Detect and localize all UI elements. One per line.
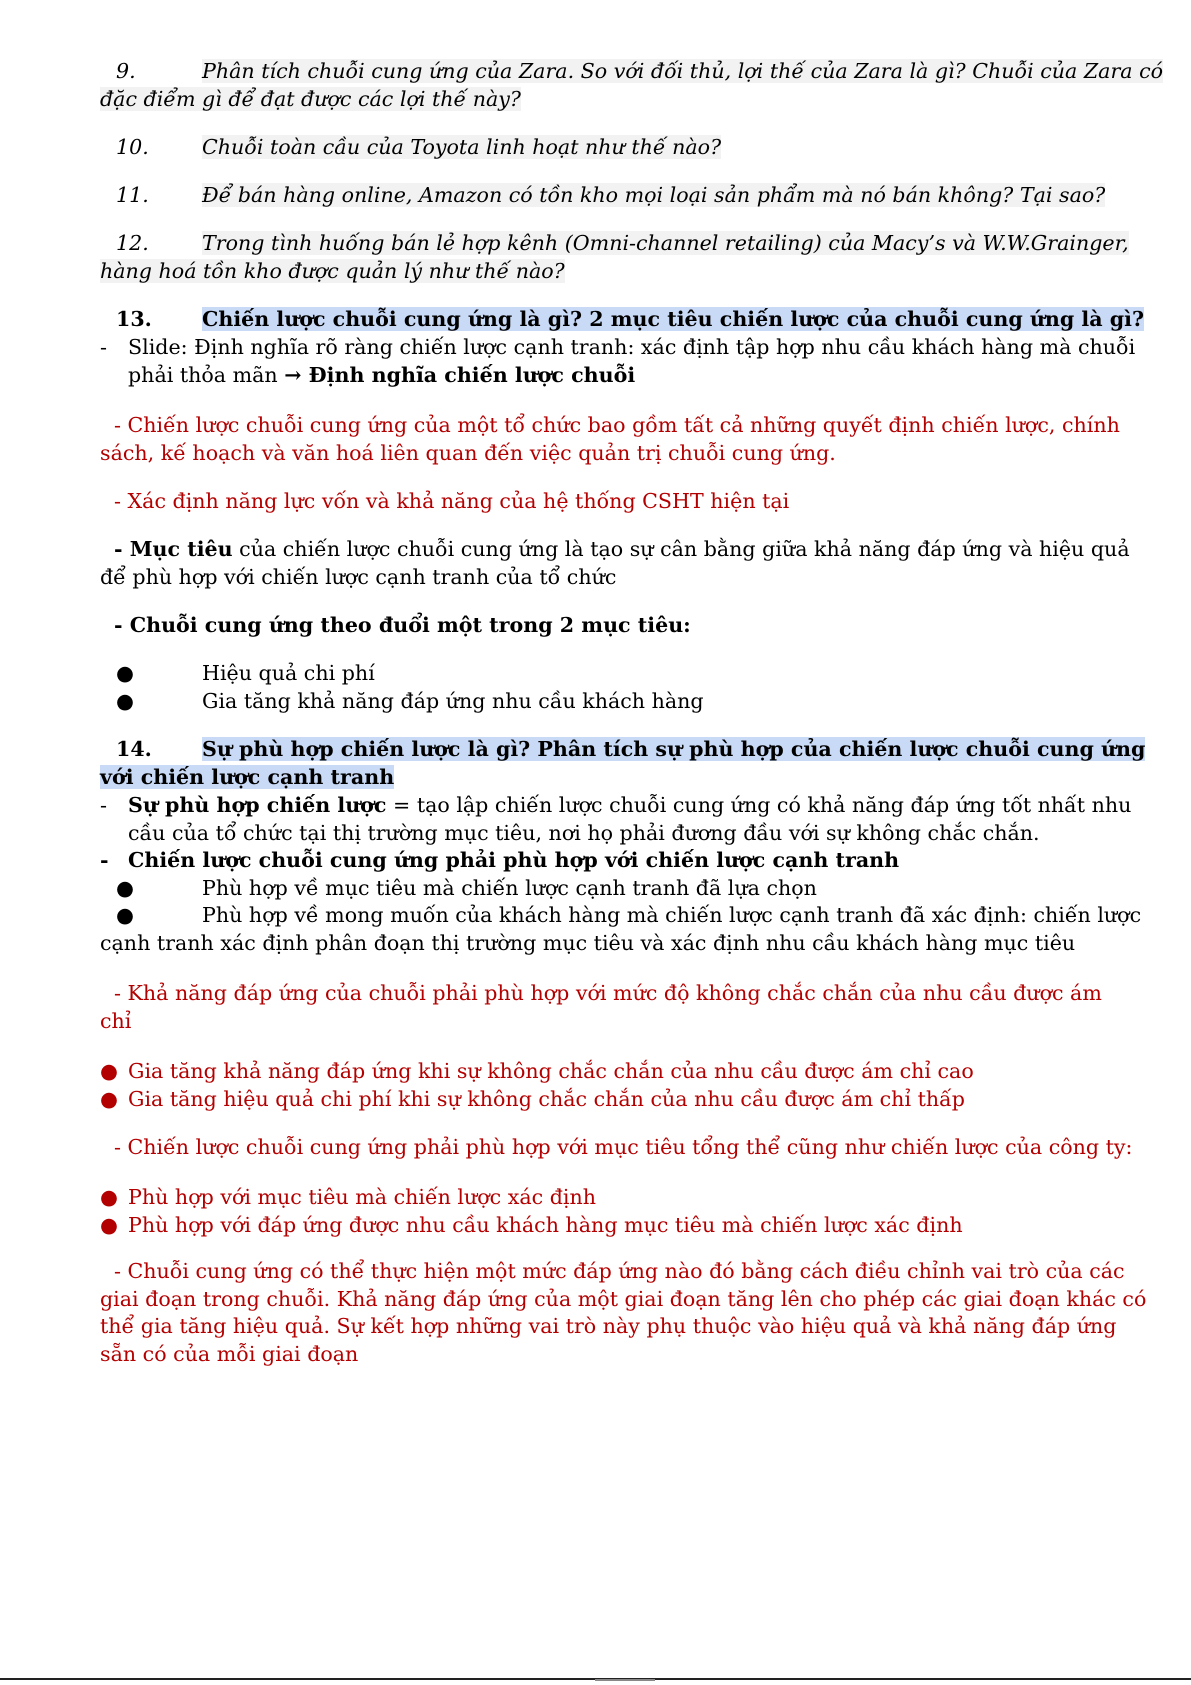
definition-paragraph: - Chiến lược chuỗi cung ứng của một tổ chức bao gồm tất cả những quyết định chiến lược, chính sách, kế hoạch và văn hoá liên quan đến việc quản trị chuỗi cung ứng.: [100, 413, 1120, 465]
list-item: ● Hiệu quả chi phí: [100, 660, 1130, 688]
bullet-icon: ●: [116, 688, 134, 713]
strategic-fit-definition: - Sự phù hợp chiến lược = tạo lập chiến lược chuỗi cung ứng có khả năng đáp ứng tốt nhất nhu cầu của tổ chức tại thị trường mục tiêu, nơi họ phải đương đầu với sự không chắc chắn. - Chiến lược chuỗi cung ứng phải phù hợp với chiến lược cạnh tranh ● Phù hợp về mục tiêu mà chiến lược cạnh tranh đã lựa chọn ● Phù hợp về mong muốn của khách hàng mà chiến lược cạnh tranh đã xác định: chiến lược cạnh tranh xác định phân đoạn thị trường mục tiêu và xác định nhu cầu khách hàng mục tiêu: [100, 793, 1142, 955]
question-number: 9.: [116, 59, 136, 83]
section-title: Chiến lược chuỗi cung ứng là gì? 2 mục tiêu chiến lược của chuỗi cung ứng là gì?: [202, 307, 1145, 331]
arrow-icon: →: [284, 362, 302, 387]
bullet-icon: ●: [116, 661, 134, 685]
goal-paragraph: - Mục tiêu của chiến lược chuỗi cung ứng là tạo sự cân bằng giữa khả năng đáp ứng và hiệu quả để phù hợp với chiến lược cạnh tranh của tổ chức: [100, 537, 1130, 589]
bullet-icon: ●: [116, 875, 134, 900]
term: Sự phù hợp chiến lược: [128, 793, 387, 817]
responsiveness-paragraph: - Khả năng đáp ứng của chuỗi phải phù hợp với mức độ không chắc chắn của nhu cầu được ám chỉ: [100, 981, 1102, 1033]
stage-roles-paragraph: - Chuỗi cung ứng có thể thực hiện một mức đáp ứng nào đó bằng cách điều chỉnh vai trò của các giai đoạn trong chuỗi. Khả năng đáp ứng của một giai đoạn tăng lên cho phép các giai đoạn khác có thể gia tăng hiệu quả. Sự kết hợp những vai trò này phụ thuộc vào hiệu quả và khả năng đáp ứng sẵn có của mỗi giai đoạn: [100, 1259, 1147, 1366]
slide-text: Slide: Định nghĩa rõ ràng chiến lược cạnh tranh: xác định tập hợp nhu cầu khách hàng mà chuỗi: [128, 335, 1136, 359]
question-text: đặc điểm gì để đạt được các lợi thế này?: [100, 86, 521, 111]
company-fit-bullet-list: [100, 1184, 1130, 1239]
goal-label: Mục tiêu: [129, 537, 233, 561]
question-12: [100, 230, 1130, 285]
question-10: [100, 134, 1130, 162]
bullet-icon: ●: [100, 1212, 118, 1237]
company-fit-paragraph: - Chiến lược chuỗi cung ứng phải phù hợp với mục tiêu tổng thể cũng như chiến lược của công ty:: [114, 1135, 1133, 1159]
question-number: 10.: [116, 135, 149, 159]
list-item: ● Phù hợp về mong muốn của khách hàng mà chiến lược cạnh tranh đã xác định: chiến lược: [100, 902, 1130, 930]
list-item: ● Gia tăng khả năng đáp ứng nhu cầu khách hàng: [100, 688, 1130, 716]
responsiveness-bullet-list: [100, 1058, 1130, 1113]
list-item: ● Gia tăng hiệu quả chi phí khi sự không chắc chắn của nhu cầu được ám chỉ thấp: [100, 1086, 1130, 1114]
question-9: [100, 58, 1164, 113]
page-break-marker: [595, 1679, 655, 1681]
question-text: hàng hoá tồn kho được quản lý như thế nào?: [100, 258, 565, 283]
section-title: Sự phù hợp chiến lược là gì? Phân tích sự phù hợp của chiến lược chuỗi cung ứng: [202, 737, 1146, 761]
goal-bullet-list: [100, 660, 1130, 715]
question-11: [100, 182, 1130, 210]
question-text: Để bán hàng online, Amazon có tồn kho mọi loại sản phẩm mà nó bán không? Tại sao?: [202, 183, 1106, 207]
capability-note: - Xác định năng lực vốn và khả năng của hệ thống CSHT hiện tại: [114, 489, 790, 513]
slide-note: - Slide: Định nghĩa rõ ràng chiến lược cạnh tranh: xác định tập hợp nhu cầu khách hàng mà chuỗi phải thỏa mãn → Định nghĩa chiến lược chuỗi: [100, 335, 1136, 387]
question-text: Phân tích chuỗi cung ứng của Zara. So với đối thủ, lợi thế của Zara là gì? Chuỗi của Zara có: [202, 59, 1164, 83]
bullet-icon: ●: [100, 1086, 118, 1111]
question-number: 12.: [116, 231, 149, 255]
pursue-heading: - Chuỗi cung ứng theo đuổi một trong 2 mục tiêu:: [114, 613, 691, 637]
must-fit-heading: Chiến lược chuỗi cung ứng phải phù hợp với chiến lược cạnh tranh: [128, 848, 900, 872]
bullet-icon: ●: [100, 1059, 118, 1083]
list-item: ● Gia tăng khả năng đáp ứng khi sự không chắc chắn của nhu cầu được ám chỉ cao: [100, 1058, 1130, 1086]
question-text: Trong tình huống bán lẻ hợp kênh (Omni-channel retailing) của Macy’s và W.W.Grainger,: [202, 231, 1129, 255]
section-13-heading: [100, 306, 1145, 334]
list-item: ● Phù hợp với mục tiêu mà chiến lược xác định: [100, 1184, 1130, 1212]
section-number: 13.: [116, 307, 152, 331]
list-item: ● Phù hợp với đáp ứng được nhu cầu khách hàng mục tiêu mà chiến lược xác định: [100, 1212, 1130, 1240]
section-number: 14.: [116, 737, 152, 761]
question-number: 11.: [116, 183, 149, 207]
bullet-icon: ●: [100, 1185, 118, 1209]
question-text: Chuỗi toàn cầu của Toyota linh hoạt như thế nào?: [202, 135, 722, 159]
bullet-icon: ●: [116, 903, 134, 927]
section-14-heading: 14. Sự phù hợp chiến lược là gì? Phân tích sự phù hợp của chiến lược chuỗi cung ứng với chiến lược cạnh tranh: [100, 737, 1146, 789]
list-item: ● Phù hợp về mục tiêu mà chiến lược cạnh tranh đã lựa chọn: [100, 875, 1130, 903]
